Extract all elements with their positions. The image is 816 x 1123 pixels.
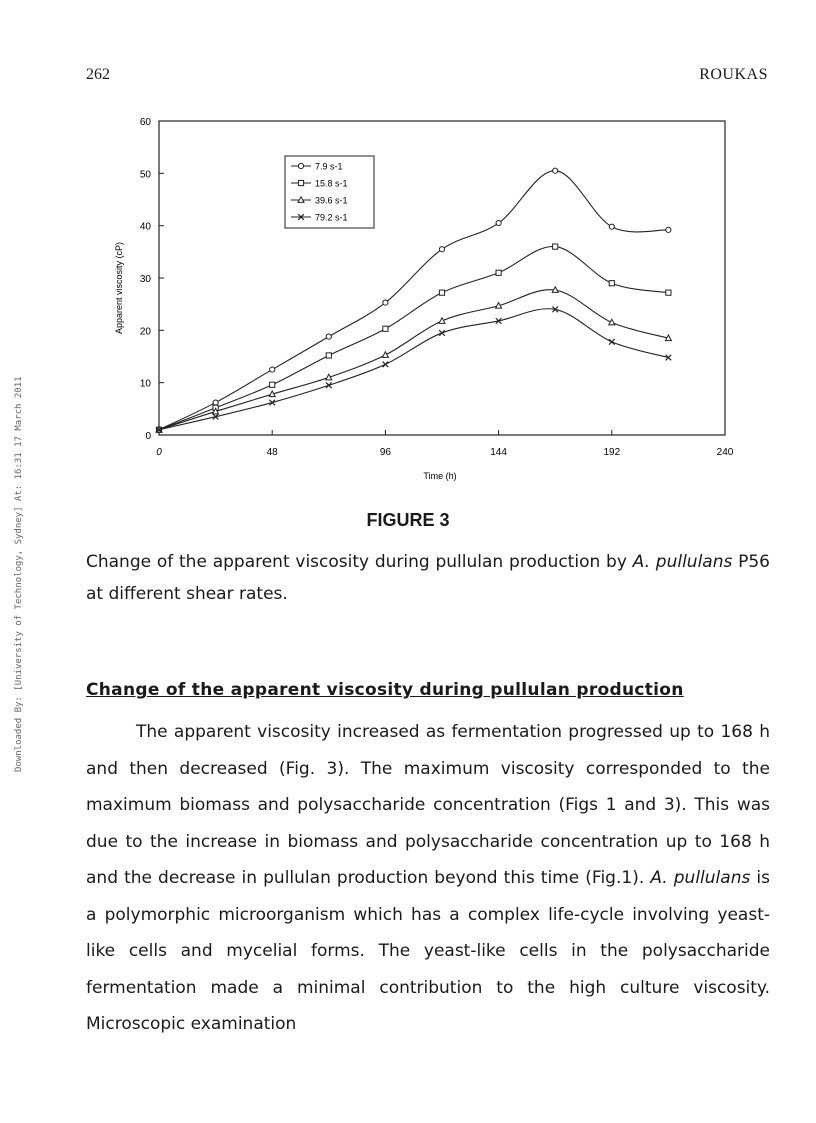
data-point bbox=[553, 244, 558, 249]
data-point bbox=[298, 163, 303, 168]
data-point bbox=[666, 290, 671, 295]
figure-caption bbox=[86, 546, 770, 610]
body-text bbox=[86, 714, 770, 1043]
y-axis-label: Apparent viscosity (cP) bbox=[114, 241, 124, 335]
data-point bbox=[609, 281, 614, 286]
body-paragraph bbox=[86, 714, 770, 1043]
y-tick-label: 0 bbox=[145, 431, 151, 442]
running-head: ROUKAS bbox=[699, 66, 768, 83]
x-tick-label: 192 bbox=[603, 447, 621, 458]
series-line bbox=[159, 171, 668, 430]
data-point bbox=[270, 367, 275, 372]
paragraph-text: The apparent viscosity increased as fermentation progressed up to 168 h and then decreased (Fig. 3). The maximum viscosity corresponded to the maximum biomass and polysaccharide concentration (Figs 1 and 3). This was due to the increase in biomass and polysaccharide concentration up to 168 h and the decrease in pullulan production beyond this time (Fig.1). bbox=[86, 722, 770, 888]
data-point bbox=[326, 334, 331, 339]
data-point bbox=[382, 352, 388, 358]
x-axis-label: Time (h) bbox=[423, 471, 457, 481]
y-tick-label: 30 bbox=[139, 274, 151, 285]
data-point bbox=[496, 270, 501, 275]
y-tick-label: 60 bbox=[139, 117, 151, 128]
legend-entry: 39.6 s-1 bbox=[315, 195, 348, 206]
x-tick-label: 0 bbox=[156, 447, 162, 458]
data-point bbox=[553, 168, 558, 173]
series-line bbox=[159, 309, 668, 430]
data-point bbox=[609, 224, 614, 229]
x-tick-label: 144 bbox=[490, 447, 507, 458]
plot-frame bbox=[159, 121, 725, 435]
data-point bbox=[666, 227, 671, 232]
legend-entry: 15.8 s-1 bbox=[315, 178, 348, 189]
data-point bbox=[439, 290, 444, 295]
data-point bbox=[383, 326, 388, 331]
legend-entry: 7.9 s-1 bbox=[315, 161, 343, 172]
data-point bbox=[439, 247, 444, 252]
data-point bbox=[213, 400, 218, 405]
data-point bbox=[326, 353, 331, 358]
caption-rest: P56 at different shear rates. bbox=[86, 552, 771, 604]
data-point bbox=[298, 180, 303, 185]
x-tick-label: 48 bbox=[266, 447, 278, 458]
download-watermark: Downloaded By: [University of Technology, Sydney] At: 16:31 17 March 2011 bbox=[14, 376, 24, 772]
data-point bbox=[383, 300, 388, 305]
viscosity-chart bbox=[0, 0, 816, 500]
y-tick-label: 20 bbox=[139, 326, 151, 338]
caption-text: Change of the apparent viscosity during pullulan production by bbox=[86, 552, 633, 572]
page-number: 262 bbox=[86, 66, 110, 83]
figure-label: FIGURE 3 bbox=[366, 510, 450, 530]
data-point bbox=[270, 382, 275, 387]
data-point bbox=[496, 220, 501, 225]
y-tick-label: 10 bbox=[139, 378, 151, 390]
x-tick-label: 240 bbox=[716, 447, 734, 458]
caption-species: A. pullulans bbox=[632, 552, 733, 572]
paragraph-rest: is a polymorphic microorganism which has a complex life-cycle involving yeast-like cells and mycelial forms. The yeast-like cells in the polysaccharide fermentation made a minimal contribution to the high culture viscosity. Microscopic examination bbox=[86, 868, 770, 1034]
x-tick-label: 96 bbox=[379, 447, 391, 458]
y-tick-label: 50 bbox=[139, 169, 151, 181]
legend-entry: 79.2 s-1 bbox=[315, 212, 348, 223]
section-title: Change of the apparent viscosity during pullulan production bbox=[86, 680, 684, 700]
paragraph-species: A. pullulans bbox=[650, 868, 751, 888]
y-tick-label: 40 bbox=[139, 221, 151, 233]
